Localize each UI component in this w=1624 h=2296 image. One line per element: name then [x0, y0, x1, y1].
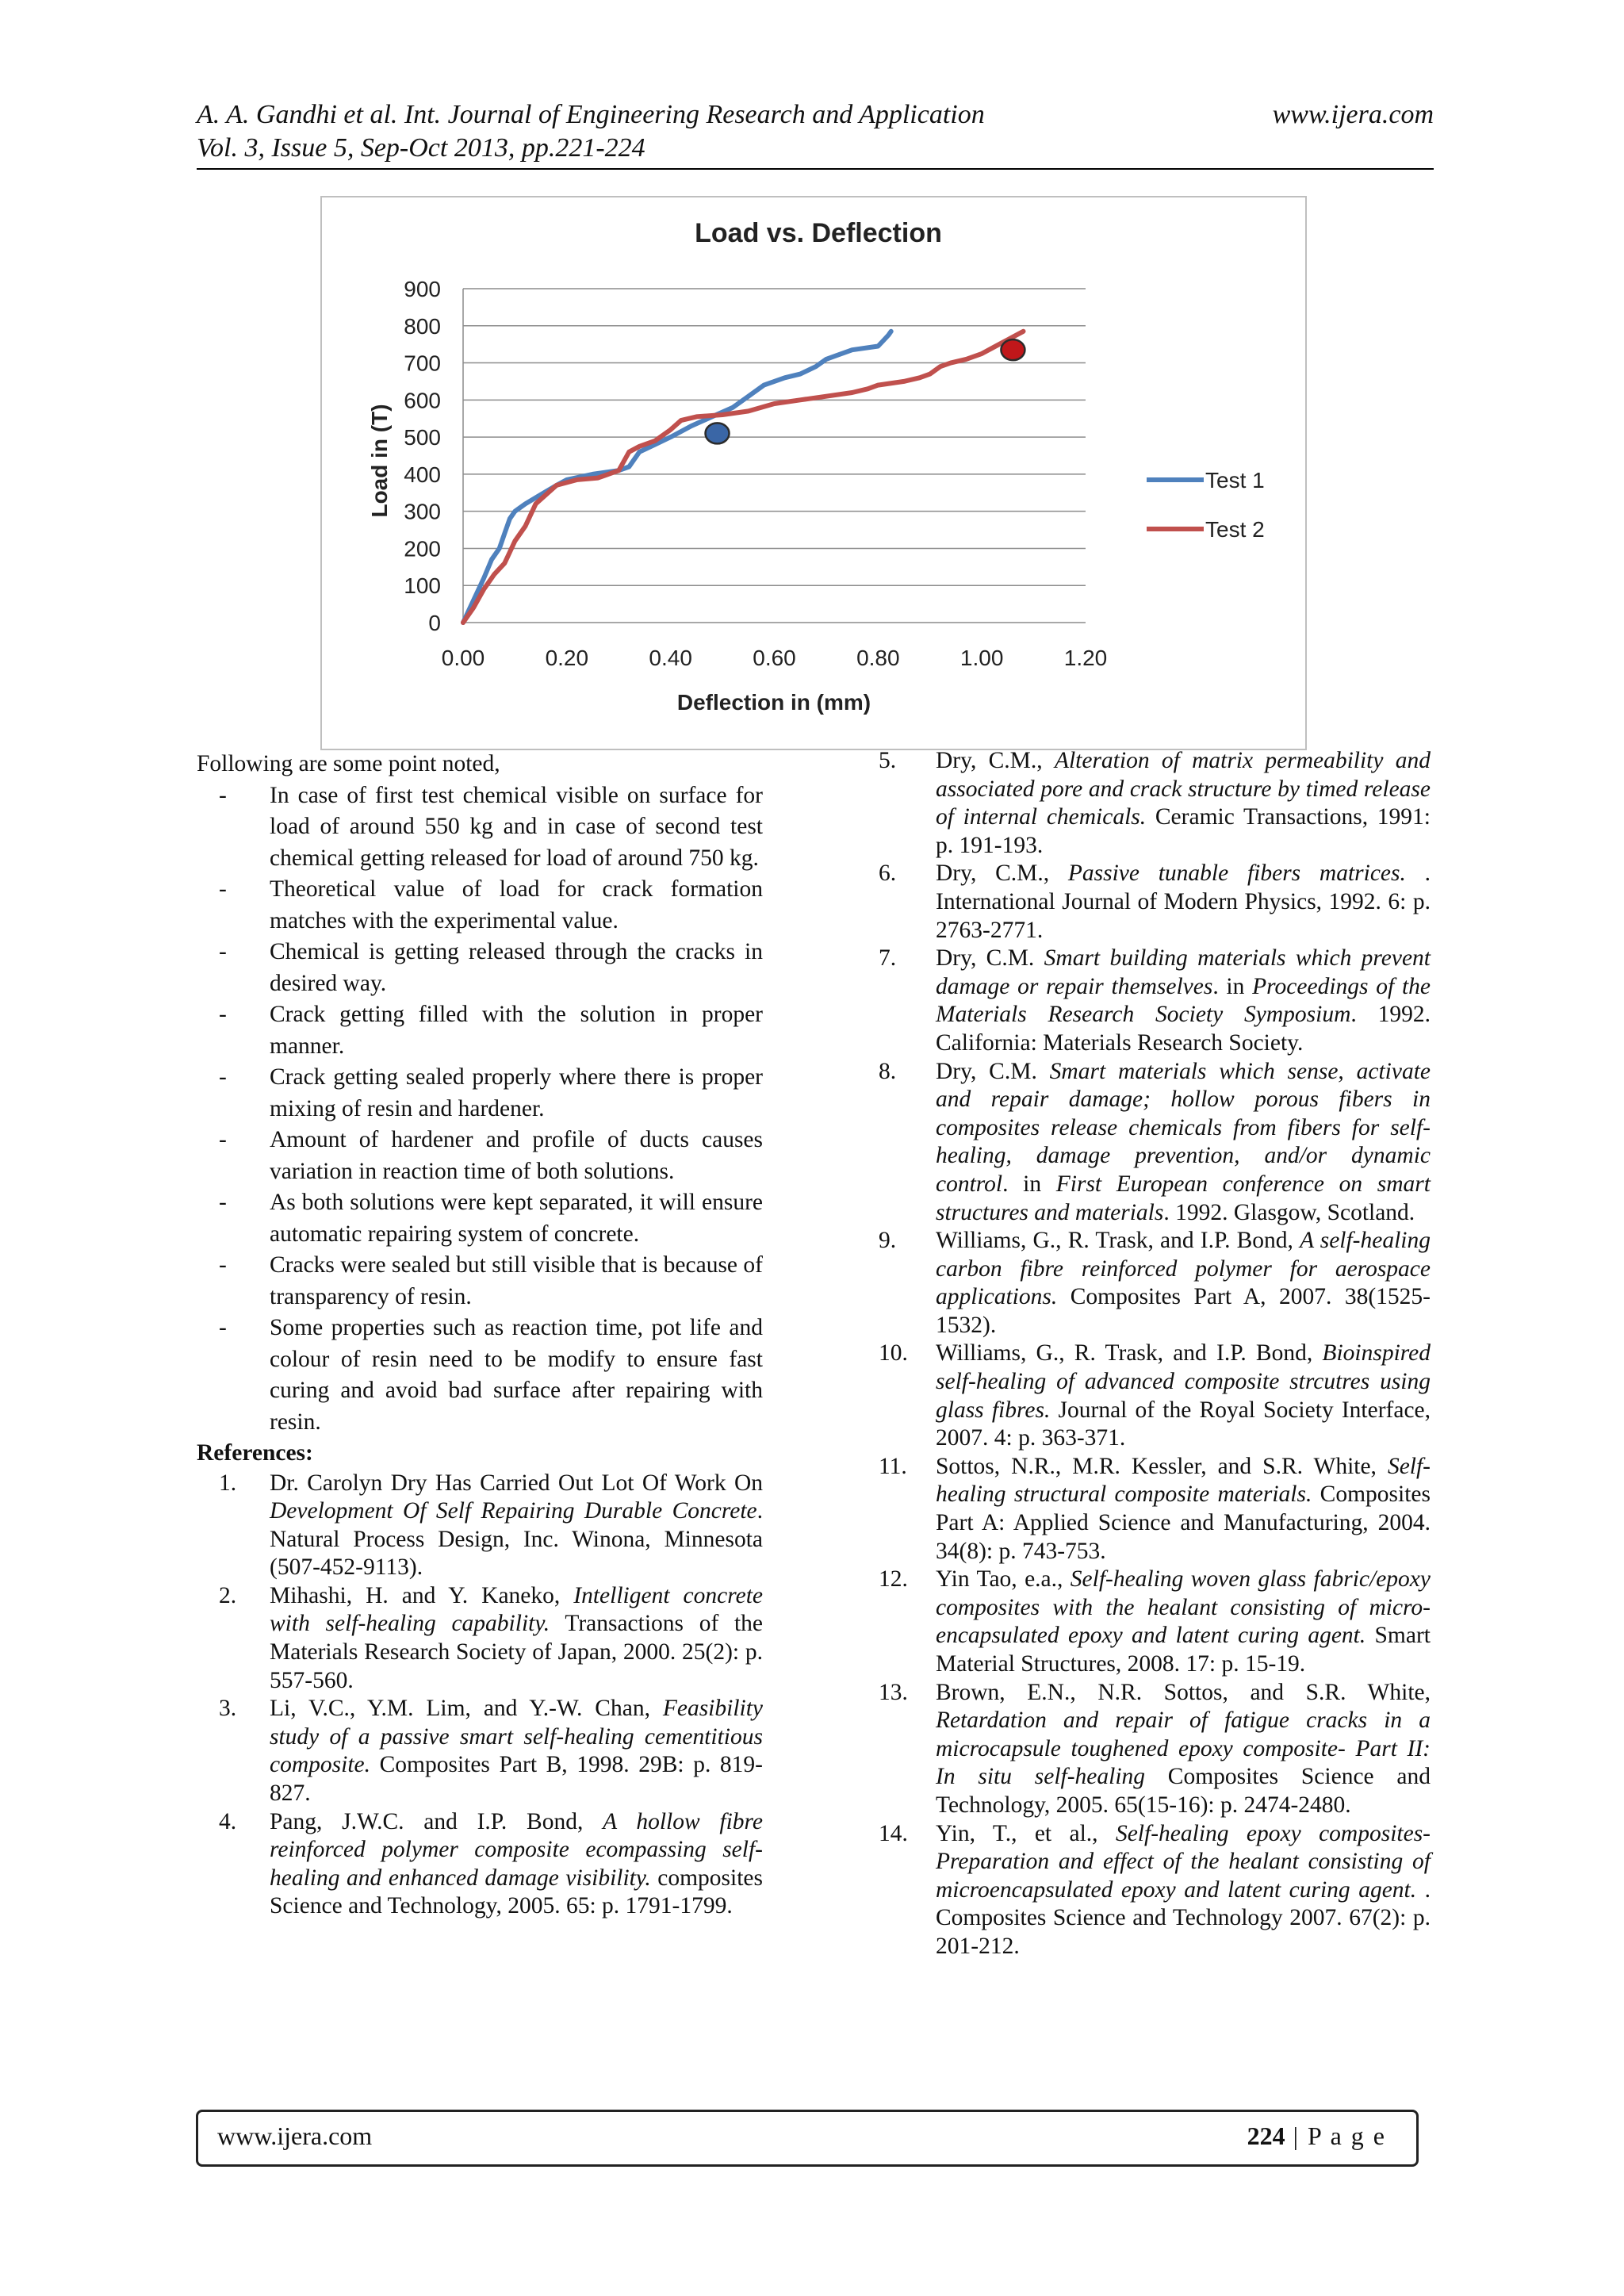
references-list-left [197, 1470, 763, 1922]
reference-number: 9. [879, 1228, 897, 1254]
page-number-label [1247, 2122, 1386, 2151]
reference-text: Williams, G., R. Trask, and I.P. Bond, [936, 1340, 1323, 1366]
header-citation-line [197, 98, 1434, 132]
reference-title: A self-healing carbon fibre reinforced polymer for aerospace applications. [936, 1228, 1431, 1310]
observation-item [197, 1062, 763, 1125]
observation-text: Chemical is getting released through the cracks in desired way. [270, 939, 763, 996]
observation-text: In case of first test chemical visible on surface for load of around 550 kg and in case of second test chemical getting released for load of around 750 kg. [270, 782, 763, 871]
reference-item [879, 1058, 1431, 1228]
reference-number: 10. [879, 1340, 908, 1366]
reference-item [879, 860, 1431, 945]
reference-title: Alteration of matrix permeability and associated pore and crack structure by timed release of internal chemicals. [936, 748, 1431, 830]
x-axis-ticks [442, 646, 1108, 670]
reference-title: Passive tunable fibers matrices. [1067, 861, 1406, 887]
reference-text: Composites Part B, 1998. 29B: p. 819-827. [270, 1752, 763, 1807]
y-tick-label: 100 [404, 573, 441, 599]
bullet-dash: - [219, 1127, 227, 1152]
reference-title: Feasibility study of a passive smart self-healing cementitious composite. [270, 1696, 763, 1778]
observation-text: Theoretical value of load for crack formation matches with the experimental value. [270, 876, 763, 933]
reference-number: 4. [219, 1808, 237, 1834]
reference-text: Dr. Carolyn Dry Has Carried Out Lot Of Work On [270, 1470, 763, 1496]
reference-text: . Composites Science and Technology 2007. 67(2): p. 201-212. [936, 1876, 1431, 1959]
y-axis-ticks [404, 277, 441, 635]
y-tick-label: 300 [404, 499, 441, 524]
bullet-dash: - [219, 1315, 227, 1340]
reference-item [197, 1695, 763, 1807]
reference-text: Li, V.C., Y.M. Lim, and Y.-W. Chan, [270, 1696, 663, 1722]
reference-number: 6. [879, 861, 897, 887]
y-tick-label: 400 [404, 462, 441, 487]
reference-text: Smart Material Structures, 2008. 17: p. 15-19. [936, 1623, 1431, 1677]
reference-number: 1. [219, 1470, 237, 1496]
reference-text: Dry, C.M., [936, 748, 1055, 773]
reference-title: Development Of Self Repairing Durable Concrete [270, 1498, 757, 1524]
reference-title: Smart materials which sense, activate and repair damage; hollow porous fibers in composites release chemicals from fibers for self-healing, damage prevention, and/or dynamic control [936, 1058, 1431, 1197]
journal-citation: A. A. Gandhi et al. Int. Journal of Engineering Research and Application [197, 100, 985, 129]
chart-legend [1147, 468, 1265, 542]
right-column [879, 747, 1431, 1961]
reference-number: 3. [219, 1696, 237, 1722]
marker-point-1 [706, 423, 730, 443]
reference-text: Composites Part A, 2007. 38(1525-1532). [936, 1284, 1431, 1338]
observation-item [197, 1313, 763, 1438]
observation-text: Cracks were sealed but still visible that is because of transparency of resin. [270, 1252, 763, 1309]
observation-item [197, 874, 763, 937]
reference-number: 8. [879, 1058, 897, 1084]
y-tick-label: 800 [404, 313, 441, 339]
reference-title: Retardation and repair of fatigue cracks in a microcapsule toughened epoxy composite- Part II: In situ self-healing [936, 1708, 1431, 1790]
observation-item [197, 780, 763, 875]
references-list-right [879, 747, 1431, 1961]
page-number: 224 [1247, 2122, 1285, 2150]
reference-text: Composites Science and Technology, 2005. 65(15-16): p. 2474-2480. [936, 1764, 1431, 1818]
reference-item [879, 1820, 1431, 1961]
reference-text: Williams, G., R. Trask, and I.P. Bond, [936, 1228, 1300, 1254]
reference-text: Composites Part A: Applied Science and Manufacturing, 2004. 34(8): p. 743-753. [936, 1481, 1431, 1564]
reference-text: Mihashi, H. and Y. Kaneko, [270, 1582, 574, 1608]
reference-title: Self-healing structural composite materials. [936, 1453, 1431, 1508]
x-tick-label: 0.80 [856, 646, 900, 670]
y-tick-label: 500 [404, 425, 441, 450]
reference-text: Sottos, N.R., M.R. Kessler, and S.R. White, [936, 1453, 1388, 1479]
reference-text: . in [1002, 1171, 1056, 1197]
observation-item [197, 937, 763, 999]
bullet-dash: - [219, 1190, 227, 1215]
reference-number: 7. [879, 945, 897, 972]
observation-text: Amount of hardener and profile of ducts causes variation in reaction time of both solutions. [270, 1127, 763, 1184]
chart-title: Load vs. Deflection [695, 218, 942, 248]
reference-title: Bioinspired self-healing of advanced composite strcutres using glass fibres. [936, 1340, 1431, 1423]
reference-item [197, 1582, 763, 1695]
x-tick-label: 1.20 [1063, 646, 1108, 670]
page-word: | P a g e [1285, 2122, 1386, 2150]
chart-series [463, 332, 1024, 623]
observation-text: Some properties such as reaction time, pot life and colour of resin need to be modify to ensure fast curing and avoid bad surface after repairing with resin. [270, 1315, 763, 1435]
chart-canvas [322, 197, 1305, 749]
volume-issue-line: Vol. 3, Issue 5, Sep-Oct 2013, pp.221-224 [197, 133, 645, 163]
reference-text: Dry, C.M., [936, 861, 1068, 887]
y-axis-label: Load in (T) [367, 404, 392, 518]
bullet-dash: - [219, 1064, 227, 1090]
reference-item [879, 1340, 1431, 1452]
reference-title: Self-healing epoxy composites- Preparation and effect of the healant consisting of microencapsulated epoxy and latent curing agent. [936, 1820, 1431, 1903]
observations-list [197, 780, 763, 1439]
observation-item [197, 1125, 763, 1187]
reference-item [879, 747, 1431, 860]
reference-text: Yin Tao, e.a., [936, 1566, 1071, 1593]
references-heading: References: [197, 1440, 313, 1466]
reference-title: Smart building materials which prevent damage or repair themselves [936, 945, 1431, 999]
reference-text: . International Journal of Modern Physics, 1992. 6: p. 2763-2771. [936, 861, 1431, 943]
series-line-2 [463, 332, 1024, 623]
chart-grid [463, 289, 1086, 623]
x-tick-label: 0.20 [545, 646, 589, 670]
bullet-dash: - [219, 1002, 227, 1027]
reference-item [879, 1227, 1431, 1340]
bullet-dash: - [219, 939, 227, 964]
reference-item [879, 1679, 1431, 1820]
reference-number: 2. [219, 1582, 237, 1608]
observation-item [197, 1187, 763, 1250]
reference-text: . Natural Process Design, Inc. Winona, Minnesota (507-452-9113). [270, 1498, 763, 1581]
reference-item [879, 1453, 1431, 1566]
observation-text: Crack getting sealed properly where there is proper mixing of resin and hardener. [270, 1064, 763, 1121]
reference-title: A hollow fibre reinforced polymer composite ecompassing self-healing and enhanced damage visibility. [270, 1808, 763, 1891]
reference-title: Proceedings of the Materials Research Society Symposium [936, 973, 1431, 1028]
header-rule [197, 168, 1434, 170]
reference-number: 13. [879, 1679, 908, 1705]
reference-text: Pang, J.W.C. and I.P. Bond, [270, 1808, 603, 1834]
reference-text: Dry, C.M. [936, 1058, 1050, 1084]
footer-website[interactable]: www.ijera.com [217, 2122, 373, 2150]
reference-title: Self-healing woven glass fabric/epoxy composites with the healant consisting of micro-encapsulated epoxy and latent curing agent. [936, 1566, 1431, 1649]
x-axis-label: Deflection in (mm) [676, 690, 871, 715]
journal-website[interactable]: www.ijera.com [1272, 100, 1434, 129]
reference-text: . 1992. Glasgow, Scotland. [1163, 1199, 1415, 1225]
bullet-dash: - [219, 1252, 227, 1278]
reference-item [197, 1470, 763, 1582]
bullet-dash: - [219, 876, 227, 902]
observations-intro: Following are some point noted, [197, 751, 500, 776]
reference-title: Intelligent concrete with self-healing capability. [270, 1582, 763, 1637]
x-tick-label: 0.40 [649, 646, 692, 670]
reference-title: First European conference on smart structures and materials [936, 1171, 1431, 1225]
y-tick-label: 700 [404, 351, 441, 376]
legend-label-1: Test 1 [1205, 468, 1265, 493]
load-deflection-chart [320, 196, 1307, 750]
reference-text: Ceramic Transactions, 1991: p. 191-193. [936, 804, 1431, 858]
reference-text: Dry, C.M. [936, 945, 1044, 972]
x-tick-label: 1.00 [959, 646, 1004, 670]
x-tick-label: 0.60 [753, 646, 796, 670]
reference-number: 14. [879, 1820, 908, 1846]
y-tick-label: 900 [404, 277, 441, 301]
reference-text: Yin, T., et al., [936, 1820, 1116, 1846]
observation-item [197, 999, 763, 1062]
reference-number: 5. [879, 748, 897, 773]
reference-text: Transactions of the Materials Research Society of Japan, 2000. 25(2): p. 557-560. [270, 1611, 764, 1693]
x-tick-label: 0.00 [441, 646, 485, 670]
reference-item [879, 1566, 1431, 1678]
series-line-1 [463, 332, 891, 623]
observation-text: As both solutions were kept separated, it will ensure automatic repairing system of concrete. [270, 1190, 763, 1247]
reference-item [197, 1808, 763, 1921]
reference-text: . 1992. California: Materials Research Society. [936, 1002, 1431, 1056]
reference-number: 11. [879, 1453, 907, 1479]
reference-item [879, 945, 1431, 1057]
reference-text: composites Science and Technology, 2005. 65: p. 1791-1799. [270, 1865, 763, 1919]
reference-text: . in [1212, 973, 1253, 999]
marker-point-2 [1001, 339, 1025, 360]
legend-label-2: Test 2 [1205, 517, 1265, 542]
y-tick-label: 600 [404, 388, 441, 413]
reference-number: 12. [879, 1566, 908, 1593]
observation-item [197, 1250, 763, 1313]
page-footer [196, 2110, 1419, 2167]
y-tick-label: 0 [428, 611, 441, 635]
left-column [197, 749, 763, 1921]
y-tick-label: 200 [404, 536, 441, 562]
page-header [197, 98, 1434, 165]
reference-text: Brown, E.N., N.R. Sottos, and S.R. White, [936, 1679, 1431, 1705]
reference-text: Journal of the Royal Society Interface, 2007. 4: p. 363-371. [936, 1397, 1431, 1451]
observation-text: Crack getting filled with the solution in proper manner. [270, 1002, 763, 1059]
bullet-dash: - [219, 782, 227, 808]
